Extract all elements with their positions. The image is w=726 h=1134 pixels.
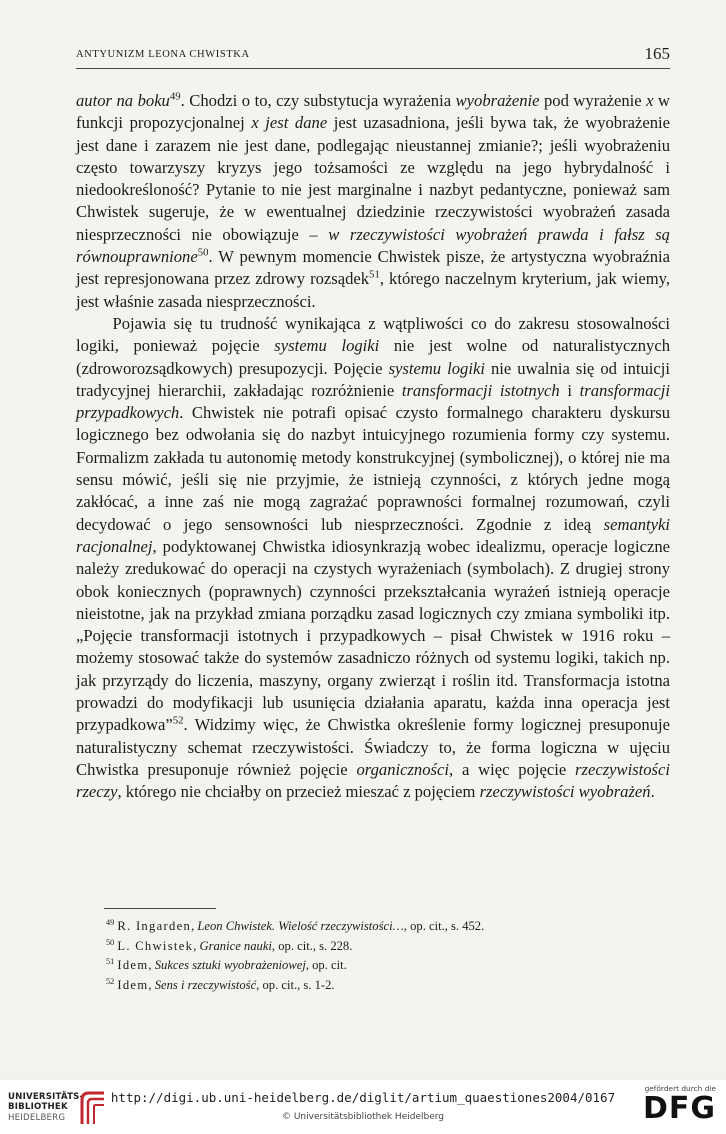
footnote-author: L. Chwistek <box>117 938 194 953</box>
italic-phrase: autor na boku <box>76 91 170 110</box>
italic-phrase: semantyki racjonalnej <box>76 514 670 556</box>
page-header <box>76 44 670 69</box>
footnote-52: $^{52}$ Idem, Sens i rzeczywistość, op. cit., s. 1-2. <box>106 976 335 992</box>
text-run: , którego nie chciałby on przecież mieszać z pojęciem <box>117 782 480 802</box>
text-run: . Widzimy więc, że Chwistka określenie formy logicznej presuponuje naturalistyczny schemat rzeczywistości. Świadczy to, że forma logiczna w ujęciu Chwistka presuponuje również pojęcie <box>76 715 670 779</box>
italic-phrase: transformacji istotnych <box>401 380 560 400</box>
permalink-url[interactable]: http://digi.ub.uni-heidelberg.de/diglit/artium_quaestiones2004/0167 <box>110 1090 616 1105</box>
footnote-50: $^{50}$ L. Chwistek, Granice nauki, op. cit., s. 228. <box>106 937 353 953</box>
footnote-rest: , op. cit., s. 228. <box>271 938 353 953</box>
funder-name: DFG <box>642 1091 716 1126</box>
page-number: 165 <box>644 44 670 63</box>
footnote-author: Idem <box>117 958 149 972</box>
copyright-notice: © Universitätsbibliothek Heidelberg <box>281 1112 444 1122</box>
italic-phrase: w rzeczywistości wyobrażeń prawda i fałsz są równouprawnione <box>76 224 670 267</box>
footnote-author: R. Ingarden <box>117 919 192 933</box>
footnote-divider <box>104 908 216 909</box>
italic-phrase: systemu logiki <box>274 336 380 356</box>
footnote-49: $^{49}$ R. Ingarden, Leon Chwistek. Wielość rzeczywistości…, op. cit., s. 452. <box>106 917 485 933</box>
paragraph-2 <box>76 313 670 804</box>
text-run: nie jest wolne od naturalistycznych (zdroworozsądkowych) presupozycji. Pojęcie <box>76 336 670 378</box>
text-run: , a więc pojęcie <box>448 759 576 779</box>
text-run: w funkcji propozycjonalnej <box>76 91 671 133</box>
text-run: Pojawia się tu trudność wynikająca z wątpliwości co do zakresu stosowalności logiki, ponieważ pojęcie <box>76 313 670 356</box>
footnote-ref: 49 <box>169 90 181 103</box>
italic-phrase: rzeczywistości rzeczy <box>76 759 670 802</box>
footnote-number: 50 <box>106 937 115 947</box>
footnote-rest: , op. cit., s. 1-2. <box>256 977 335 992</box>
footnote-number: 52 <box>106 976 115 986</box>
text-run: , którego naczelnym kryterium, jak wiemy, jest właśnie zasada niesprzeczności. <box>76 269 670 311</box>
footnote-author: Idem <box>117 977 149 992</box>
text-run: . W pewnym momencie Chwistek pisze, że artystyczna wyobraźnia jest represjonowana przez zdrowy rozsądek <box>76 247 670 289</box>
italic-phrase: x jest dane <box>251 113 328 133</box>
library-name-line: BIBLIOTHEK <box>8 1102 68 1113</box>
running-head: ANTYUNIZM LEONA CHWISTKA <box>76 49 250 60</box>
library-name-line: HEIDELBERG <box>8 1112 66 1123</box>
footnote-title: Sukces sztuki wyobrażeniowej <box>154 958 306 972</box>
text-run: , podyktowanej Chwistka idiosynkrazją wobec idealizmu, operacje logiczne należy zredukować do operacji na czystych wyrażeniach (symbolach). Z drugiej strony obok koniecznych (poprawnych) czynności przekształcania wyrażeń istnieją operacje nieistotne, jak na przykład zmiana porządku zasad logicznych czy zmiana symboliki itp. „Pojęcie transformacji istotnych i przypadkowych – pisał Chwistek w 1916 roku – możemy stosować także do systemów zasadniczo różnych od systemu logiki, takich np. jak przyrządy do liczenia, maszyny, organy zwierząt i roślin itd. Transformacja istotna prowadzi do modyfikacji lub usunięcia działania aparatu, każda inna operacja jest przypadkowa” <box>76 536 670 735</box>
footnotes <box>106 917 666 995</box>
main-text <box>76 90 670 804</box>
text-run: jest uzasadniona, jeśli bywa tak, że wyobrażenie jest dane i zarazem nie jest dane, podlegając nieustannej zmianie?; jeśli wyobrażeniu często towarzyszy kryzys jego tożsamości ze względu na jego hybrydalność i niedookreśloność? Pytanie to nie jest marginalne i nazbyt pedantyczne, ponieważ sam Chwistek sugeruje, że w ewentualnej dziedzinie rzeczywistości wyobrażeń zasada niesprzeczności nie obowiązuje – <box>76 113 670 244</box>
footnote-title: Sens i rzeczywistość <box>154 977 257 992</box>
text-run: pod wyrażenie <box>539 91 647 110</box>
text-run: i <box>559 380 580 400</box>
footnote-number: 51 <box>106 956 115 966</box>
text-run: nie uwalnia się od intuicji tradycyjnej hierarchii, zakładając rozróżnienie <box>76 358 670 400</box>
italic-phrase: x <box>646 91 654 110</box>
footnote-number: 49 <box>106 917 115 927</box>
paragraph-1 <box>76 90 670 313</box>
footnote-title: Leon Chwistek. Wielość rzeczywistości… <box>197 919 404 933</box>
library-name-line: UNIVERSITÄTS- <box>8 1092 84 1102</box>
footnote-rest: , op. cit., s. 452. <box>403 919 485 933</box>
funder-logo[interactable] <box>636 1084 716 1130</box>
text-run: . Chwistek nie potrafi opisać czysto formalnego charakteru dyskursu logicznego bez odwołania się do nazbyt intuicyjnego rozumienia formy czy systemu. Formalizm zakłada tu autonomię metody konstrukcyjnej (symbolicznej), o której nie ma sensu mówić, jeśli się nie przyjmie, że istnieją czynności, z których jedne mogą zakłócać, a inne zaś nie mogą zagrażać poprawności formalnej rozumowań, czyli decydować o jego sensowności lub niesprzeczności. Zgodnie z ideą <box>76 403 670 534</box>
text-run: . <box>650 782 655 802</box>
footnote-title: Granice nauki <box>199 938 272 953</box>
italic-phrase: systemu logiki <box>388 358 485 378</box>
italic-phrase: organiczności <box>356 759 449 779</box>
digitization-footer <box>0 1080 726 1134</box>
footnote-rest: , op. cit. <box>305 958 347 972</box>
italic-phrase: transformacji przypadkowych <box>76 380 670 423</box>
footnote-ref: 52 <box>172 714 184 727</box>
funder-note: gefördert durch die <box>644 1084 716 1093</box>
footnote-ref: 51 <box>369 268 380 281</box>
italic-phrase: rzeczywistości wyobrażeń <box>479 782 651 802</box>
footnote-ref: 50 <box>197 246 209 259</box>
italic-phrase: wyobrażenie <box>455 91 540 110</box>
text-run: . Chodzi o to, czy substytucja wyrażenia <box>180 91 456 110</box>
footnote-51: $^{51}$ Idem, Sukces sztuki wyobrażeniowej, op. cit. <box>106 956 347 972</box>
